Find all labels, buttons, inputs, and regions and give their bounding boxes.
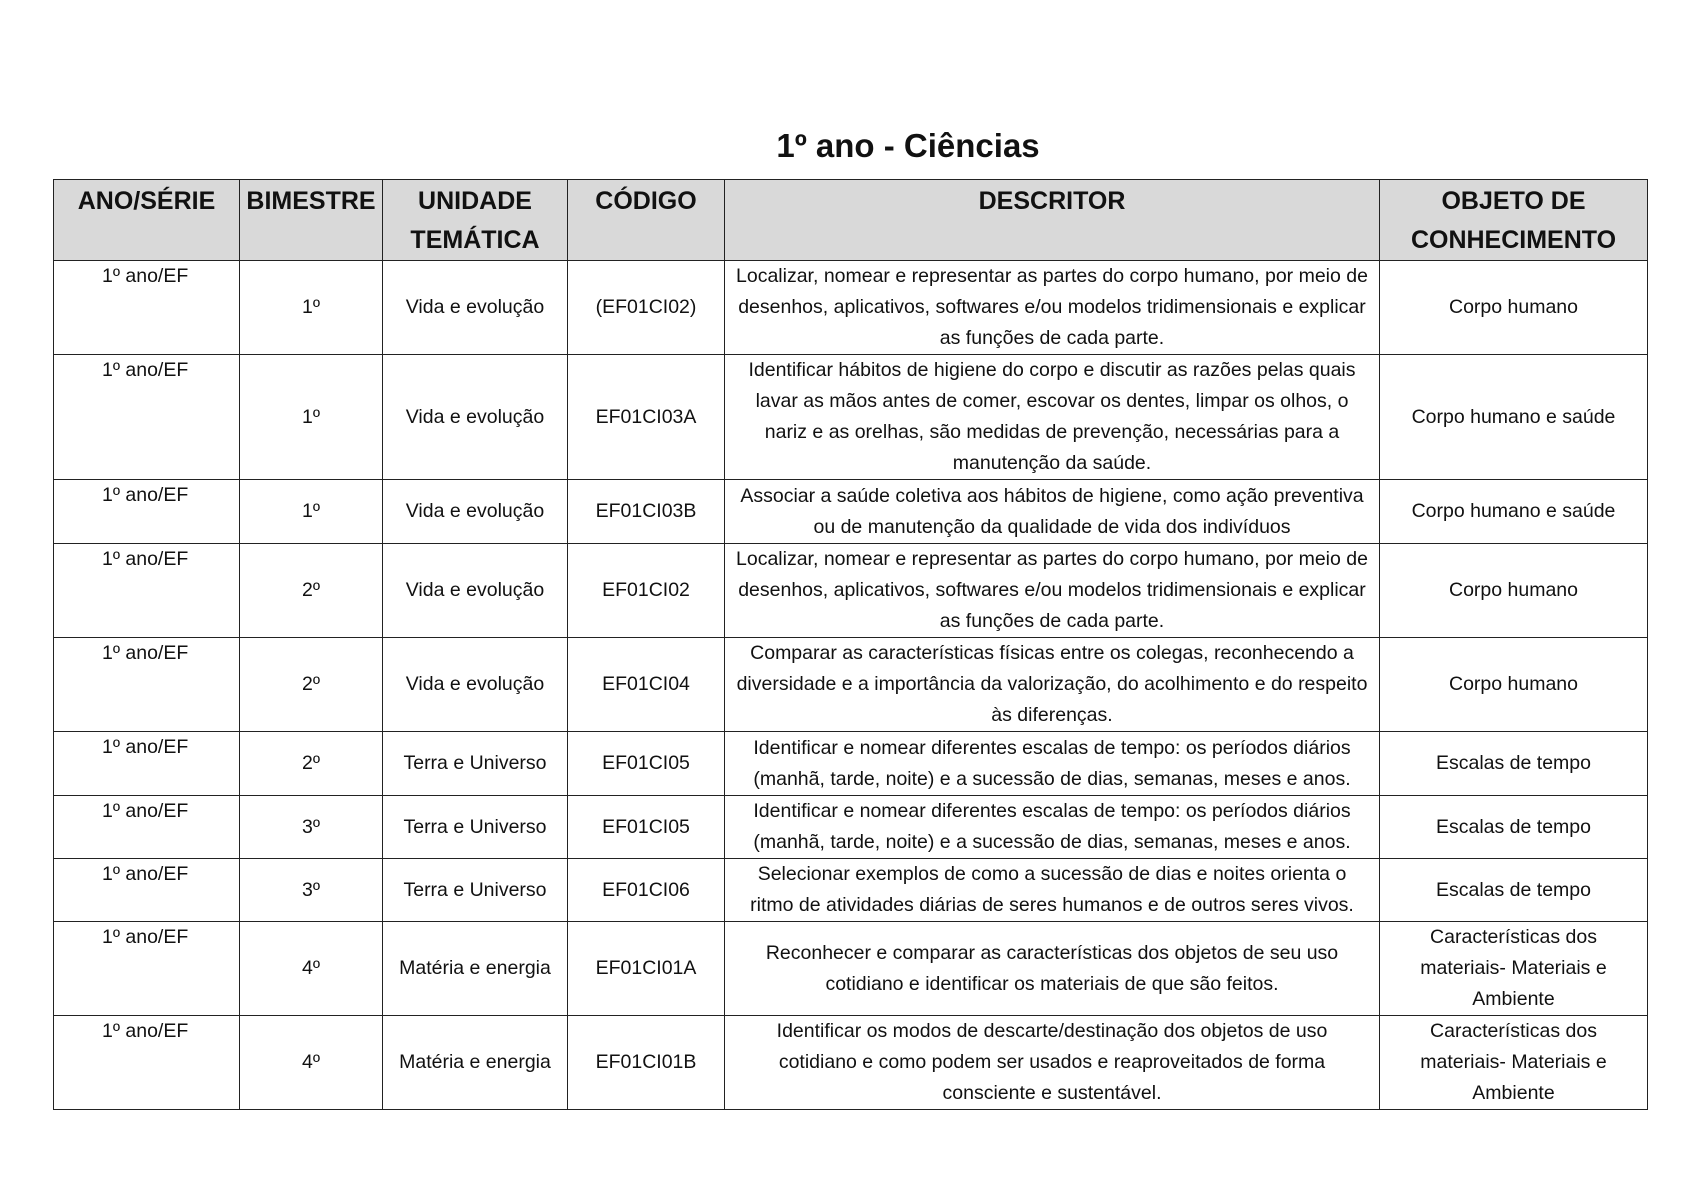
- table-row: [54, 480, 1648, 544]
- header-unidade-tematica: [383, 180, 568, 261]
- header-descritor: DESCRITOR: [725, 180, 1380, 261]
- cell-codigo: EF01CI02: [568, 544, 725, 638]
- cell-unidade-tematica: Vida e evolução: [383, 480, 568, 544]
- cell-descritor: Reconhecer e comparar as características dos objetos de seu uso cotidiano e identificar os materiais de que são feitos.: [725, 922, 1380, 1016]
- table-row: [54, 1016, 1648, 1110]
- cell-objeto-conhecimento: Características dos materiais- Materiais e Ambiente: [1380, 922, 1648, 1016]
- cell-codigo: EF01CI06: [568, 859, 725, 922]
- cell-bimestre: 1º: [240, 261, 383, 355]
- cell-descritor: Identificar e nomear diferentes escalas de tempo: os períodos diários (manhã, tarde, noite) e a sucessão de dias, semanas, meses e anos.: [725, 732, 1380, 796]
- cell-codigo: EF01CI05: [568, 796, 725, 859]
- cell-bimestre: 3º: [240, 796, 383, 859]
- cell-ano-serie: 1º ano/EF: [54, 732, 240, 796]
- table-row: [54, 732, 1648, 796]
- cell-codigo: EF01CI04: [568, 638, 725, 732]
- cell-ano-serie: 1º ano/EF: [54, 355, 240, 480]
- cell-objeto-conhecimento: Escalas de tempo: [1380, 796, 1648, 859]
- table-row: [54, 544, 1648, 638]
- table-row: [54, 638, 1648, 732]
- cell-ano-serie: 1º ano/EF: [54, 544, 240, 638]
- cell-codigo: EF01CI01B: [568, 1016, 725, 1110]
- cell-bimestre: 4º: [240, 1016, 383, 1110]
- cell-bimestre: 2º: [240, 544, 383, 638]
- cell-descritor: Localizar, nomear e representar as partes do corpo humano, por meio de desenhos, aplicativos, softwares e/ou modelos tridimensionais e explicar as funções de cada parte.: [725, 261, 1380, 355]
- header-objeto-line2: CONHECIMENTO: [1410, 226, 1617, 254]
- cell-objeto-conhecimento: Corpo humano: [1380, 544, 1648, 638]
- cell-ano-serie: 1º ano/EF: [54, 796, 240, 859]
- cell-objeto-conhecimento: Corpo humano: [1380, 261, 1648, 355]
- cell-unidade-tematica: Terra e Universo: [383, 732, 568, 796]
- cell-unidade-tematica: Vida e evolução: [383, 638, 568, 732]
- cell-objeto-conhecimento: Corpo humano: [1380, 638, 1648, 732]
- cell-unidade-tematica: Matéria e energia: [383, 1016, 568, 1110]
- cell-ano-serie: 1º ano/EF: [54, 859, 240, 922]
- cell-descritor: Identificar e nomear diferentes escalas de tempo: os períodos diários (manhã, tarde, noite) e a sucessão de dias, semanas, meses e anos.: [725, 796, 1380, 859]
- cell-unidade-tematica: Matéria e energia: [383, 922, 568, 1016]
- cell-objeto-conhecimento: Escalas de tempo: [1380, 732, 1648, 796]
- cell-codigo: EF01CI05: [568, 732, 725, 796]
- header-codigo: CÓDIGO: [568, 180, 725, 261]
- header-bimestre: BIMESTRE: [240, 180, 383, 261]
- cell-codigo: (EF01CI02): [568, 261, 725, 355]
- cell-descritor: Comparar as características físicas entre os colegas, reconhecendo a diversidade e a importância da valorização, do acolhimento e do respeito às diferenças.: [725, 638, 1380, 732]
- cell-objeto-conhecimento: Escalas de tempo: [1380, 859, 1648, 922]
- header-objeto-conhecimento: [1380, 180, 1648, 261]
- cell-unidade-tematica: Vida e evolução: [383, 544, 568, 638]
- cell-descritor: Identificar os modos de descarte/destinação dos objetos de uso cotidiano e como podem ser usados e reaproveitados de forma consciente e sustentável.: [725, 1016, 1380, 1110]
- cell-unidade-tematica: Vida e evolução: [383, 355, 568, 480]
- header-unidade-line2: TEMÁTICA: [410, 226, 540, 254]
- header-ano-serie: ANO/SÉRIE: [54, 180, 240, 261]
- table-row: [54, 796, 1648, 859]
- cell-descritor: Selecionar exemplos de como a sucessão de dias e noites orienta o ritmo de atividades diárias de seres humanos e de outros seres vivos.: [725, 859, 1380, 922]
- cell-descritor: Localizar, nomear e representar as partes do corpo humano, por meio de desenhos, aplicativos, softwares e/ou modelos tridimensionais e explicar as funções de cada parte.: [725, 544, 1380, 638]
- table-row: [54, 922, 1648, 1016]
- cell-codigo: EF01CI03A: [568, 355, 725, 480]
- table-header-row: [54, 180, 1648, 261]
- cell-bimestre: 4º: [240, 922, 383, 1016]
- cell-unidade-tematica: Terra e Universo: [383, 859, 568, 922]
- cell-bimestre: 2º: [240, 638, 383, 732]
- cell-objeto-conhecimento: Características dos materiais- Materiais e Ambiente: [1380, 1016, 1648, 1110]
- curriculum-table: [53, 179, 1648, 1110]
- cell-descritor: Associar a saúde coletiva aos hábitos de higiene, como ação preventiva ou de manutenção da qualidade de vida dos indivíduos: [725, 480, 1380, 544]
- cell-bimestre: 1º: [240, 480, 383, 544]
- header-objeto-line1: OBJETO DE: [1441, 187, 1586, 215]
- cell-objeto-conhecimento: Corpo humano e saúde: [1380, 480, 1648, 544]
- cell-bimestre: 1º: [240, 355, 383, 480]
- cell-unidade-tematica: Terra e Universo: [383, 796, 568, 859]
- header-unidade-line1: UNIDADE: [418, 187, 532, 215]
- table-row: [54, 859, 1648, 922]
- table-row: [54, 261, 1648, 355]
- cell-ano-serie: 1º ano/EF: [54, 480, 240, 544]
- cell-ano-serie: 1º ano/EF: [54, 638, 240, 732]
- cell-descritor: Identificar hábitos de higiene do corpo e discutir as razões pelas quais lavar as mãos antes de comer, escovar os dentes, limpar os olhos, o nariz e as orelhas, são medidas de prevenção, necessárias para a manutenção da saúde.: [725, 355, 1380, 480]
- cell-ano-serie: 1º ano/EF: [54, 922, 240, 1016]
- table-row: [54, 355, 1648, 480]
- page-title: 1º ano - Ciências: [776, 127, 1040, 164]
- cell-unidade-tematica: Vida e evolução: [383, 261, 568, 355]
- cell-codigo: EF01CI03B: [568, 480, 725, 544]
- cell-ano-serie: 1º ano/EF: [54, 1016, 240, 1110]
- cell-objeto-conhecimento: Corpo humano e saúde: [1380, 355, 1648, 480]
- cell-bimestre: 2º: [240, 732, 383, 796]
- cell-ano-serie: 1º ano/EF: [54, 261, 240, 355]
- cell-codigo: EF01CI01A: [568, 922, 725, 1016]
- cell-bimestre: 3º: [240, 859, 383, 922]
